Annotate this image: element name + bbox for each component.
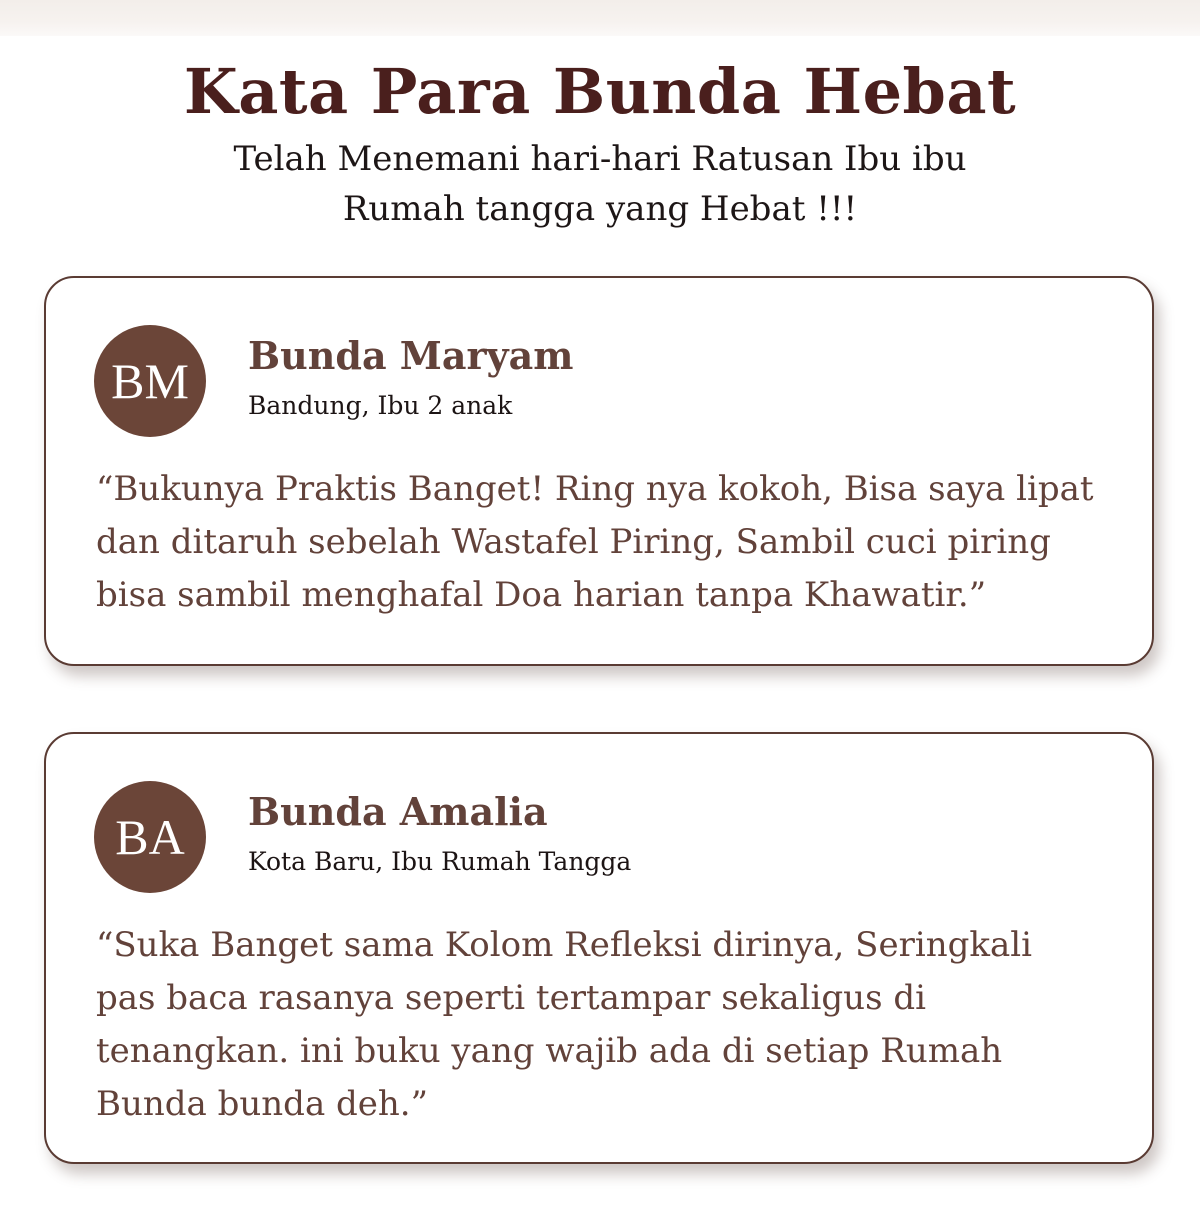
quote-line: dan ditaruh sebelah Wastafel Piring, Sambil cuci piring (96, 522, 1051, 562)
testimonial-quote (96, 919, 1136, 1131)
testimonial-author-name: Bunda Amalia (248, 789, 548, 834)
testimonial-card (44, 276, 1154, 666)
section-subtitle (150, 134, 1050, 234)
section-title: Kata Para Bunda Hebat (183, 55, 1017, 128)
quote-line: pas baca rasanya seperti tertampar sekaligus di (96, 978, 926, 1018)
top-image-band (0, 0, 1200, 36)
testimonial-author-name: Bunda Maryam (248, 333, 574, 378)
quote-line: Bunda bunda deh.” (96, 1084, 428, 1124)
quote-line: “Suka Banget sama Kolom Refleksi dirinya, Seringkali (96, 925, 1032, 965)
quote-line: bisa sambil menghafal Doa harian tanpa Khawatir.” (96, 575, 987, 615)
subtitle-line: Rumah tangga yang Hebat !!! (342, 189, 858, 229)
avatar: BM (94, 325, 206, 437)
testimonial-author-location: Bandung, Ibu 2 anak (248, 391, 513, 420)
testimonial-quote (96, 463, 1136, 622)
quote-line: tenangkan. ini buku yang wajib ada di setiap Rumah (96, 1031, 1003, 1071)
testimonial-author-location: Kota Baru, Ibu Rumah Tangga (248, 847, 632, 876)
avatar: BA (94, 781, 206, 893)
testimonial-card (44, 732, 1154, 1164)
subtitle-line: Telah Menemani hari-hari Ratusan Ibu ibu (233, 139, 967, 179)
quote-line: “Bukunya Praktis Banget! Ring nya kokoh, Bisa saya lipat (96, 469, 1094, 509)
